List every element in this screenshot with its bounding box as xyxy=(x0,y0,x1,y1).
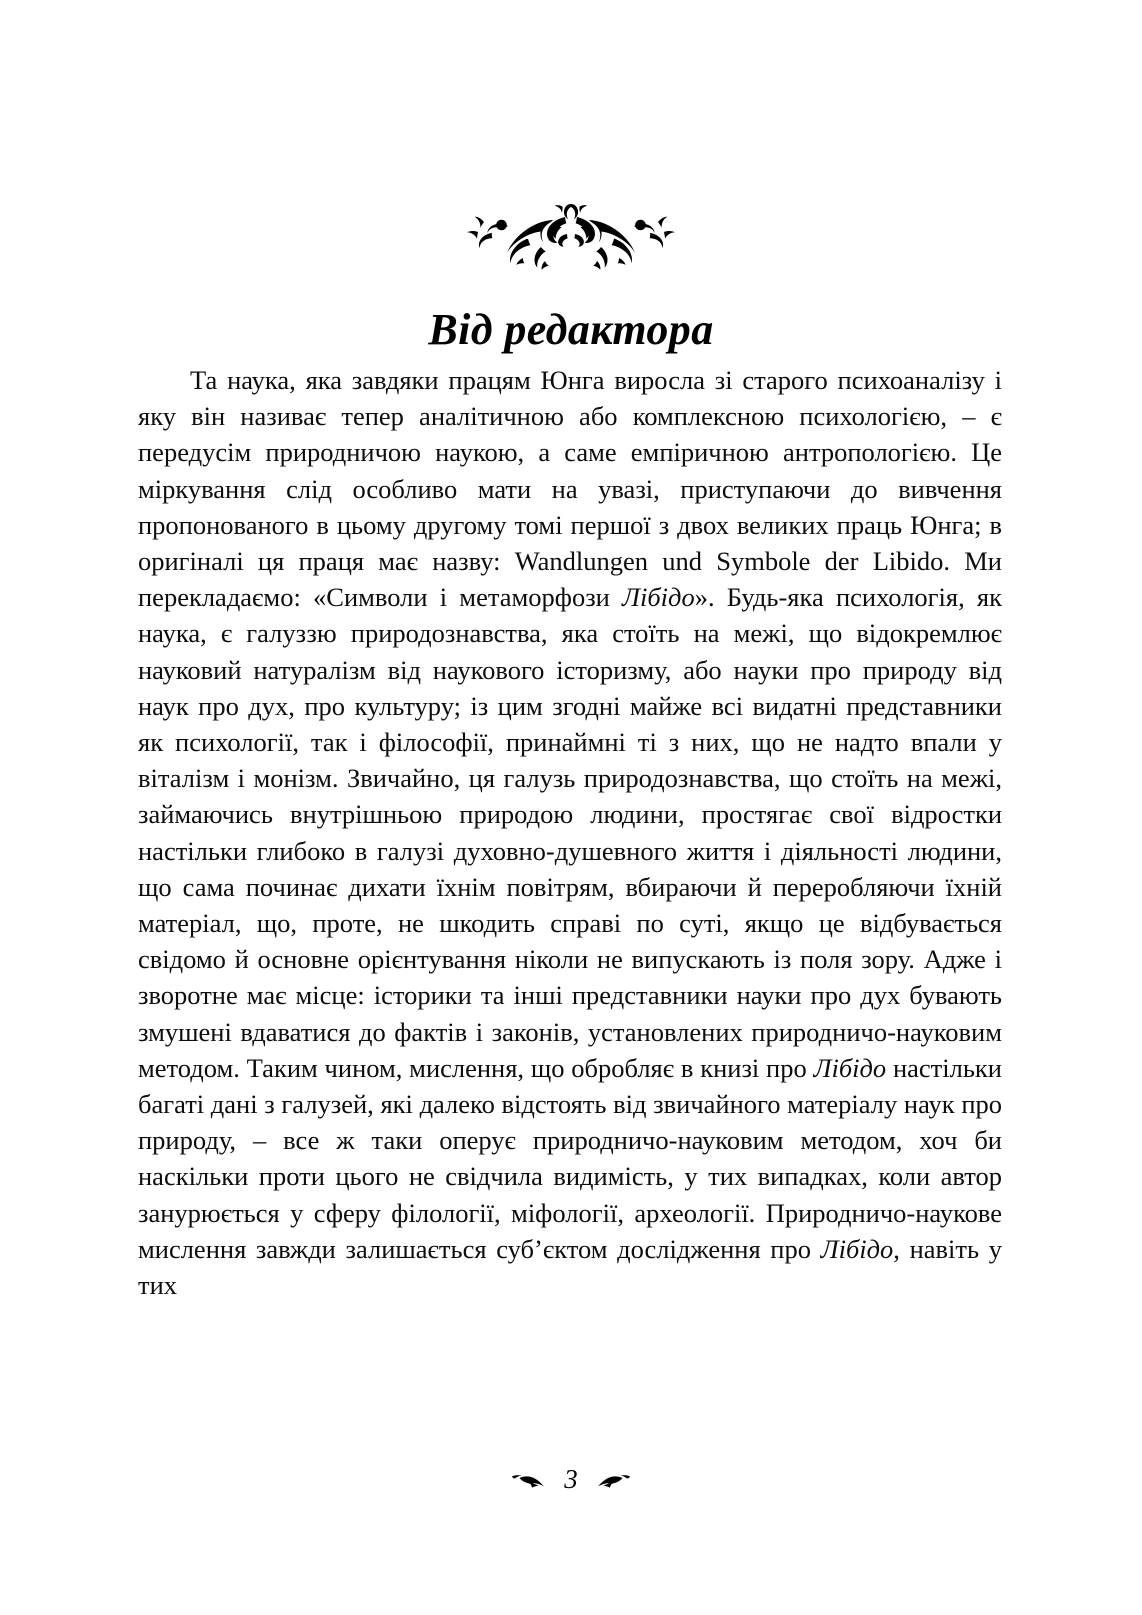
top-ornament xyxy=(0,188,1142,270)
page-footer xyxy=(0,1466,1142,1493)
emphasized-term: Лібідо xyxy=(820,1233,894,1264)
body-paragraph xyxy=(138,362,1002,1303)
body-text-run: настільки багаті дані з галузей, які далеко відстоять від звичайного матеріалу наук про природу, – все ж таки оперує природничо-науковим методом, хоч би наскільки проти цього не свідчила видимість, у тих випадках, коли автор занурюється у сферу філології, міфології, археології. Природничо-наукове мислення завжди залишається суб’єктом дослідження про xyxy=(138,1052,1002,1264)
emphasized-term: Лібідо xyxy=(622,582,695,613)
leaf-flourish-right-icon xyxy=(594,1471,632,1489)
emphasized-term: Лібідо xyxy=(813,1052,887,1083)
page-title: Від редактора xyxy=(428,305,714,355)
leaf-flourish-left-icon xyxy=(510,1471,548,1489)
body-text-run: , навіть у тих xyxy=(138,1233,1002,1301)
body-text xyxy=(138,362,1002,1303)
body-text-run: Та наука, яка завдяки працям Юнга виросла зі старого психоаналізу і яку він називає тепер аналітичною або комплексною психологією, – є передусім природничою наукою, а саме емпіричною антропологією. Це міркування слід особливо мати на увазі, приступаючи до вивчення пропонованого в цьому другому томі першої з двох великих праць Юнга; в оригіналі ця праця має назву: Wandlungen und Symbole der Libido. Ми перекладаємо: «Символи і метаморфози xyxy=(138,365,1002,613)
body-text-run: ». Будь-яка психологія, як наука, є галуззю природознавства, яка стоїть на межі, що відокремлює науковий натуралізм від наукового історизму, або науки про природу від наук про дух, про культуру; із цим згодні майже всі видатні представники як психології, так і філософії, принаймні ті з них, що не надто впали у віталізм і монізм. Звичайно, ця галузь природознавства, що стоїть на межі, займаючись внутрішньою природою людини, простягає свої відростки настільки глибоко в галузі духовно-душевного життя і діяльності людини, що сама починає дихати їхнім повітрям, вбираючи й переробляючи їхній матеріал, що, проте, не шкодить справі по суті, якщо це відбувається свідомо й основне орієнтування ніколи не випускають із поля зору. Адже і зворотне має місце: історики та інші представники науки про дух бувають змушені вдаватися до фактів і законів, установлених природничо-науковим методом. Таким чином, мислення, що обробляє в книзі про xyxy=(138,582,1002,1083)
floral-vine-ornament-icon xyxy=(445,188,697,270)
page-number: 3 xyxy=(564,1464,578,1494)
